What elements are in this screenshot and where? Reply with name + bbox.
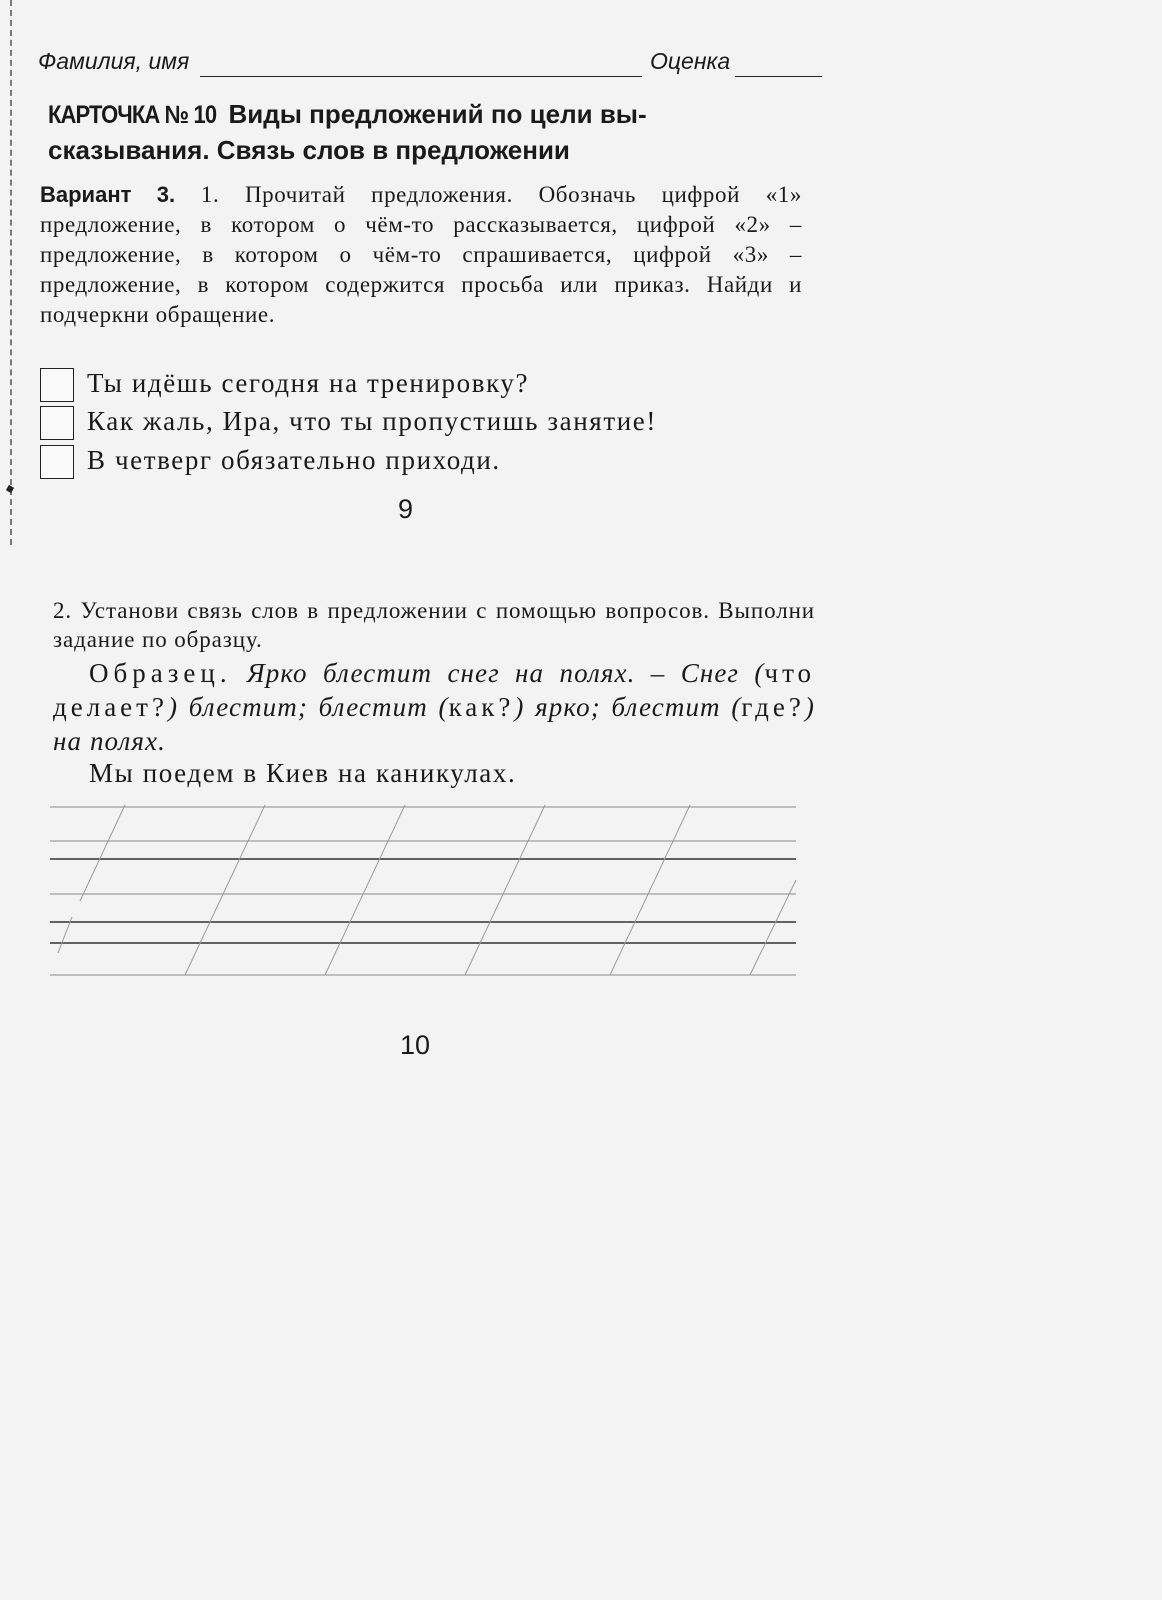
cut-mark (6, 485, 14, 493)
sentence-text: Ты идёшь сегодня на тренировку? (87, 368, 530, 398)
sentence-row (40, 406, 820, 442)
task1-text: 1. Прочитай предложения. Обозначь цифрой «1» предложение, в котором о чём-то рассказывается, цифрой «2» – предложение, в котором о чём-то спрашивается, цифрой «3» – предложение, в котором содержится просьба или приказ. Найди и подчеркни обращение. (40, 182, 802, 327)
example-word: блестит (318, 692, 428, 722)
slant-line (80, 805, 125, 901)
slant-line (610, 805, 690, 975)
sentence-text: В четверг обязательно приходи. (87, 445, 501, 475)
example-word: блестит; (188, 692, 308, 722)
answer-box[interactable] (40, 368, 74, 402)
example-word: на полях. (53, 726, 166, 756)
worksheet-header (38, 48, 798, 80)
grade-label: Оценка (650, 48, 731, 74)
card-title-line2: сказывания. Связь слов в предложении (48, 135, 570, 165)
page-number: 9 (398, 494, 414, 524)
example-sentence: Ярко блестит снег на полях. (246, 658, 636, 688)
example-label: Образец. (89, 658, 232, 688)
card-title (48, 97, 808, 168)
exercise-sentence: Мы поедем в Киев на каникулах. (89, 758, 517, 788)
surname-label: Фамилия, имя (38, 48, 190, 74)
surname-field[interactable] (200, 76, 642, 77)
task2-instructions: 2. Установи связь слов в предложении с помощью вопросов. Выполни задание по образцу. (53, 598, 815, 652)
card-number: КАРТОЧКА № 10 (48, 101, 217, 129)
answer-box[interactable] (40, 445, 74, 479)
sentence-row (40, 445, 820, 481)
slant-line (185, 805, 265, 975)
page-number: 10 (400, 1030, 431, 1060)
example-word: ярко; (535, 692, 601, 722)
example-word: блестит (611, 692, 721, 722)
sentence-row (40, 368, 820, 404)
grade-field[interactable] (735, 76, 822, 77)
example-word: Снег (680, 658, 740, 688)
cut-line (10, 0, 12, 545)
slant-line (465, 805, 545, 975)
card-title-line1: Виды предложений по цели вы- (228, 99, 647, 129)
answer-box[interactable] (40, 406, 74, 440)
dash: – (650, 658, 666, 688)
question: что делает? (53, 658, 816, 722)
question: где? (741, 692, 805, 722)
sentence-text: Как жаль, Ира, что ты пропустишь занятие! (87, 406, 657, 436)
question: как? (448, 692, 515, 722)
task1-instructions (40, 180, 802, 330)
variant-label: Вариант 3. (40, 182, 176, 207)
example-block: Образец. Ярко блестит снег на полях. – Снег (что делает?) блестит; блестит (как?) ярко; блестит (где?) на полях. (53, 658, 816, 756)
slant-line (325, 805, 405, 975)
handwriting-lines[interactable] (50, 805, 800, 985)
